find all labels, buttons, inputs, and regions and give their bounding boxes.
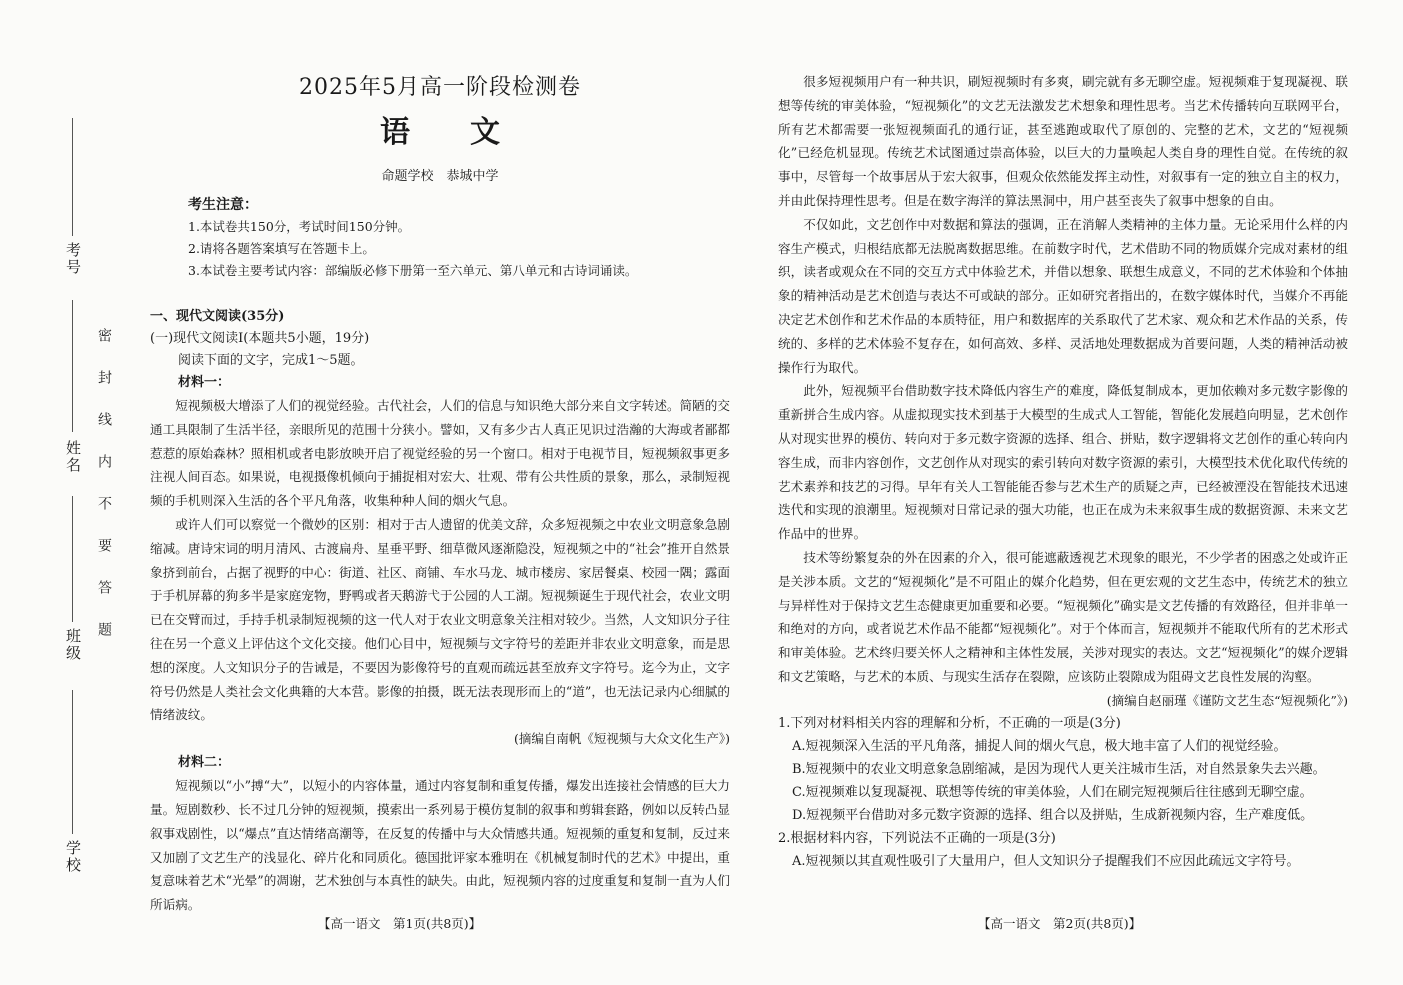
material-2-title: 材料二： [178,755,231,771]
material-2-source: (摘编自赵丽瑾《谨防文艺生态“短视频化”》) [1106,692,1348,708]
option-a: A.短视频深入生活的平凡角落，捕捉人间的烟火气息，极大地丰富了人们的视觉经验。 [792,738,1287,754]
notice-heading: 考生注意： [188,197,258,213]
notice-item: 3.本试卷主要考试内容：部编版必修下册第一至六单元、第八单元和古诗词诵读。 [188,263,638,278]
question-1 [778,712,1348,827]
material-1-paragraph: 或许人们可以察觉一个微妙的区别：相对于古人遗留的优美文辞，众多短视频之中农业文明意象急剧缩减。唐诗宋词的明月清风、古渡扁舟、星垂平野、细草微风逐渐隐没，短视频之中的“社会”推开自然景象挤到前台，占据了视野的中心：街道、社区、商铺、车水马龙、城市楼房、家居餐桌、校园一隅；露面于手机屏幕的狗多半是家庭宠物，野鸭或者天鹅游弋于公园的人工湖。短视频诞生于现代社会，农业文明已在交臂而过，手持手机录制短视频的这一代人对于农业文明意象关注相对较少。当然，人文知识分子往往在另一个意义上评估这个文化交接。他们心目中，短视频与文字符号的差距并非农业文明意象，而是思想的深度。人文知识分子的告诫是，不要因为影像符号的直观而疏远甚至放弃文字符号。迄今为止，文字符号仍然是人类社会文化典籍的大本营。影像的拍摄，既无法表现形而上的“道”，也无法记录内心细腻的情绪波纹。 [150,516,730,723]
field-line-xuexiao [72,690,73,834]
footer-page-2: 【高一语文 第2页(共8页)】 [978,916,1142,931]
label-xuexiao: 学校 [64,840,82,874]
option-c: C.短视频难以复现凝视、联想等传统的审美体验，人们在刷完短视频后往往感到无聊空虚。 [792,784,1313,800]
footer-page-1: 【高一语文 第1页(共8页)】 [318,916,482,931]
option-d: D.短视频平台借助对多元数字资源的选择、组合以及拼贴，生成新视频内容，生产难度低。 [792,807,1314,823]
page-left [150,70,730,917]
reading-instruction: 阅读下面的文字，完成1～5题。 [178,353,364,368]
notice-box [150,194,730,282]
seal-line-notice: 密封线内不要答题 [96,328,112,664]
material-2-paragraph: 技术等纷繁复杂的外在因素的介入，很可能遮蔽透视艺术现象的眼光，不少学者的困惑之处或许正是关涉本质。文艺的“短视频化”是不可阻止的媒介化趋势，但在更宏观的文艺生态中，传统艺术的独立与异样性对于保持文艺生态健康更加重要和必要。“短视频化”确实是文艺传播的有效路径，但并非单一和绝对的方向，或者说艺术作品不能都“短视频化”。对于个体而言，短视频并不能取代所有的艺术形式和审美体验。艺术终归要关怀人之精神和主体性发展，关涉对现实的表达。文艺“短视频化”的媒介逻辑和文艺策略，与艺术的本质、与现实生活存在裂隙，应该防止裂隙成为阻碍文艺良性发展的沟壑。 [778,549,1348,684]
field-line-kaohao [72,118,73,236]
question-stem: 2.根据材料内容，下列说法不正确的一项是(3分) [778,830,1056,846]
material-2-paragraph: 此外，短视频平台借助数字技术降低内容生产的难度，降低复制成本，更加依赖对多元数字影像的重新拼合生成内容。从虚拟现实技术到基于大模型的生成式人工智能，智能化发展趋向明显，艺术创作从对现实世界的模仿、转向对于多元数字资源的选择、组合、拼贴，数字逻辑将文艺创作的重心转向内容生成，而非内容创作，文艺创作从对现实的索引转向对数字资源的索引，大模型技术优化取代传统的艺术素养和技艺的习得。早年有关人工智能能否参与艺术生产的质疑之声，已经被湮没在智能技术迅速迭代和实现的浪潮里。短视频对日常记录的强大功能，也正在成为未来叙事生成的数据资源、未来文艺作品中的世界。 [778,383,1348,542]
material-1-paragraph: 短视频极大增添了人们的视觉经验。古代社会，人们的信息与知识绝大部分来自文字转述。简陋的交通工具限制了生活半径，亲眼所见的范围十分狭小。譬如，又有多少古人真正见识过浩瀚的大海或者鄙都惹惹的原始森林？照相机或者电影放映开启了视觉经验的另一个窗口。相对于电视节目，短视频叙事更多注视人间百态。如果说，电视摄像机倾向于捕捉相对宏大、壮观、带有公共性质的景象，那么，录制短视频的手机则深入生活的各个平凡角落，收集种种人间的烟火气息。 [150,398,730,509]
material-2-paragraph: 短视频以“小”搏“大”，以短小的内容体量，通过内容复制和重复传播，爆发出连接社会情感的巨大力量。短剧数秒、长不过几分钟的短视频，摸索出一系列易于模仿复制的叙事和剪辑套路，例如以反转凸显叙事戏剧性，以“爆点”直达情绪高潮等，在反复的传播中与大众情感共通。短视频的重复和复制，反过来又加剧了文艺生产的浅显化、碎片化和同质化。德国批评家本雅明在《机械复制时代的艺术》中提出，重复意味着艺术“光晕”的凋谢，艺术独创与本真性的缺失。由此，短视频内容的过度重复和复制一直为人们所诟病。 [150,778,730,913]
exam-title: 2025年5月高一阶段检测卷 [299,75,581,100]
field-line-banji [72,496,73,622]
notice-item: 2.请将各题答案填写在答题卡上。 [188,241,375,256]
proposition-school: 命题学校 恭城中学 [381,169,499,184]
question-stem: 1.下列对材料相关内容的理解和分析，不正确的一项是(3分) [778,715,1121,731]
option-a: A.短视频以其直观性吸引了大量用户，但人文知识分子提醒我们不应因此疏远文字符号。 [792,853,1300,869]
section-title: 一、现代文阅读(35分) [150,309,285,324]
material-2-paragraph: 很多短视频用户有一种共识，刷短视频时有多爽，刷完就有多无聊空虚。短视频难于复现凝视、联想等传统的审美体验，“短视频化”的文艺无法激发艺术想象和理性思考。当艺术传播转向互联网平台，所有艺术都需要一张短视频面孔的通行证，甚至逃跑或取代了原创的、完整的艺术，文艺的“短视频化”已经危机显现。传统艺术试图通过崇高体验，以巨大的力量唤起人类自身的理性自觉。在传统的叙事中，尽管每一个故事居从于宏大叙事，但观众依然能发挥主动性，对叙事有一定的独立自主的权力，并由此保持理性思考。但是在数字海洋的算法黑洞中，用户甚至丧失了叙事中想象的自由。 [778,74,1348,208]
binding-margin [0,0,112,985]
subsection-title: (一)现代文阅读Ⅰ(本题共5小题，19分) [150,331,370,346]
material-2-paragraph: 不仅如此，文艺创作中对数据和算法的强调，正在消解人类精神的主体力量。无论采用什么样的内容生产模式，归根结底都无法脱离数据思维。在前数字时代，艺术借助不同的物质媒介完成对素材的组织，读者或观众在不同的交互方式中体验艺术，并借以想象、联想生成意义，不同的艺术体验和个体抽象的精神活动是艺术创造与表达不可或缺的部分。正如研究者指出的，在数字媒体时代，当媒介不再能决定艺术创作和艺术作品的本质特征，用户和数据库的关系取代了艺术家、观众和艺术作品的关系，传统的、多样的艺术体验不复存在，如何高效、多样、灵活地处理数据成为首要问题，人类的精神活动被操作行为取代。 [778,216,1348,375]
material-1-title: 材料一： [178,375,231,390]
subject-title: 语文 [380,115,560,150]
material-1-source: (摘编自南帆《短视频与大众文化生产》) [513,731,730,747]
label-kaohao: 考号 [64,242,82,276]
field-line-xingming [72,300,73,432]
label-banji: 班级 [64,628,82,662]
label-xingming: 姓名 [64,440,82,474]
notice-item: 1.本试卷共150分，考试时间150分钟。 [188,219,411,234]
option-b: B.短视频中的农业文明意象急剧缩减，是因为现代人更关注城市生活，对自然景象失去兴趣。 [792,761,1326,777]
page-right [778,70,1348,873]
question-2 [778,827,1348,873]
